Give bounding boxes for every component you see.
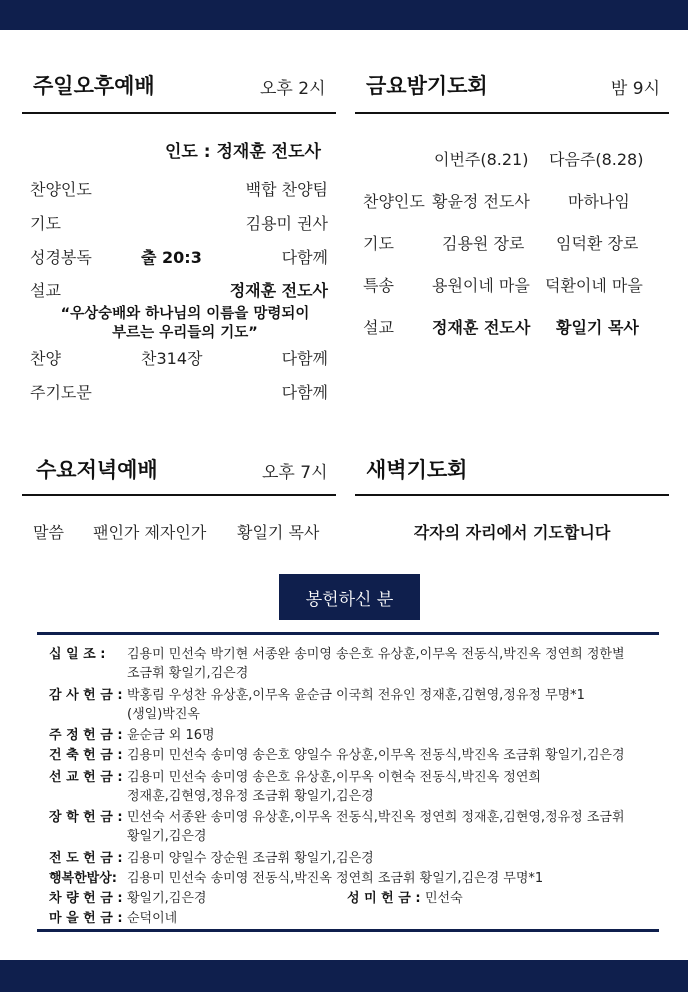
friday-title: 금요밤기도회 [366, 74, 488, 98]
this-week-value: 용원이네 마을 [432, 276, 530, 295]
friday-divider [355, 112, 669, 114]
offering-line: 김용미 민선숙 박기현 서종완 송미영 송은호 유상훈,이무옥 전동식,박진옥 정연희 정한별 [127, 647, 625, 662]
offering-names [127, 645, 647, 683]
offering-label: 감 사 헌 금 : [49, 688, 123, 703]
row-label: 성경봉독 [30, 248, 92, 267]
offering-line: 박홍림 우성찬 유상훈,이무옥 윤순금 이국희 전유인 정재훈,김현영,정유정 무명*1 [127, 688, 585, 703]
row-label: 주기도문 [30, 383, 92, 402]
next-week-value: 임덕환 장로 [556, 234, 639, 253]
offering-line: 김용미 민선숙 송미영 송은호 유상훈,이무옥 이현숙 전동식,박진옥 정연희 [127, 770, 541, 785]
offering-line: 황일기,김은경 [127, 891, 207, 906]
next-week-value: 마하나임 [568, 192, 630, 211]
friday-next-week-header: 다음주(8.28) [549, 150, 644, 169]
sunday-divider [22, 112, 336, 114]
offering-box [37, 632, 659, 932]
dawn-divider [355, 494, 669, 496]
dawn-title: 새벽기도회 [366, 458, 468, 482]
row-value: 김용미 권사 [245, 214, 328, 233]
offering-line: 황일기,김은경 [127, 829, 207, 844]
row-label: 설교 [30, 281, 61, 300]
row-value: 다함께 [281, 349, 328, 368]
row-label: 설교 [363, 318, 394, 337]
offering-line: 조금휘 황일기,김은경 [127, 666, 249, 681]
offering-label: 주 정 헌 금 : [49, 728, 123, 743]
top-band [0, 0, 688, 30]
offering-badge: 봉헌하신 분 [279, 574, 420, 620]
row-value: 정재훈 전도사 [229, 281, 328, 300]
offering-line: 김용미 양일수 장순원 조금휘 황일기,김은경 [127, 851, 374, 866]
row-label: 특송 [363, 276, 394, 295]
row-value: 다함께 [281, 248, 328, 267]
offering-line: 윤순금 외 16명 [127, 728, 215, 743]
offering-label: 행복한밥상: [49, 871, 117, 886]
sermon-title-line2: 부르는 우리들의 기도” [112, 325, 258, 341]
row-label: 찬양 [30, 349, 61, 368]
offering-label: 장 학 헌 금 : [49, 810, 123, 825]
offering-names [127, 726, 647, 745]
offering-line: 정재훈,김현영,정유정 조금휘 황일기,김은경 [127, 789, 374, 804]
wednesday-divider [22, 494, 336, 496]
row-label: 기도 [30, 214, 61, 233]
row-value: 백합 찬양팀 [245, 180, 328, 199]
offering-line: 순덕이네 [127, 911, 178, 926]
wednesday-preacher: 황일기 목사 [237, 523, 320, 542]
bottom-band [0, 960, 688, 992]
offering-names [127, 686, 647, 724]
this-week-value: 정재훈 전도사 [432, 318, 531, 337]
offering-label: 성 미 헌 금 : [347, 891, 421, 906]
sunday-leader: 인도 : 정재훈 전도사 [165, 142, 321, 162]
row-label: 기도 [363, 234, 394, 253]
wednesday-label: 말씀 [33, 523, 64, 542]
offering-names [127, 869, 647, 888]
offering-line: 김용미 민선숙 송미영 전동식,박진옥 정연희 조금휘 황일기,김은경 무명*1 [127, 871, 544, 886]
sunday-time: 오후 2시 [260, 79, 326, 99]
offering-names [127, 808, 647, 846]
row-label: 찬양인도 [30, 180, 92, 199]
next-week-value: 덕환이네 마을 [545, 276, 643, 295]
offering-line: (생일)박진옥 [127, 707, 200, 722]
wednesday-time: 오후 7시 [262, 463, 328, 483]
hymn-number: 찬314장 [141, 349, 203, 368]
sunday-title: 주일오후예배 [33, 74, 155, 98]
this-week-value: 김용원 장로 [442, 234, 525, 253]
offering-names [127, 746, 647, 765]
offering-label: 건 축 헌 금 : [49, 748, 123, 763]
dawn-message: 각자의 자리에서 기도합니다 [413, 523, 611, 542]
wednesday-title: 수요저녁예배 [36, 458, 158, 482]
offering-line: 민선숙 서종완 송미영 유상훈,이무옥 전동식,박진옥 정연희 정재훈,김현영,정유정 조금휘 [127, 810, 625, 825]
friday-this-week-header: 이번주(8.21) [434, 150, 529, 169]
offering-names [127, 909, 647, 928]
offering-line: 민선숙 [425, 891, 463, 906]
row-label: 찬양인도 [363, 192, 425, 211]
offering-label: 선 교 헌 금 : [49, 770, 123, 785]
row-value: 다함께 [281, 383, 328, 402]
scripture-ref: 출 20:3 [141, 248, 202, 267]
offering-names [425, 889, 625, 908]
offering-line: 김용미 민선숙 송미영 송은호 양일수 유상훈,이무옥 전동식,박진옥 조금휘 황일기,김은경 [127, 748, 625, 763]
offering-label: 마 을 헌 금 : [49, 911, 123, 926]
next-week-value: 황일기 목사 [556, 318, 639, 337]
offering-label: 전 도 헌 금 : [49, 851, 123, 866]
wednesday-sermon-title: 팬인가 제자인가 [93, 523, 207, 542]
sermon-title-line1: “우상숭배와 하나님의 이름을 망령되이 [60, 306, 310, 322]
offering-names [127, 768, 647, 806]
this-week-value: 황윤정 전도사 [432, 192, 530, 211]
friday-time: 밤 9시 [610, 79, 660, 99]
offering-label: 십 일 조 : [49, 647, 106, 662]
offering-names [127, 849, 647, 868]
offering-label: 차 량 헌 금 : [49, 891, 123, 906]
